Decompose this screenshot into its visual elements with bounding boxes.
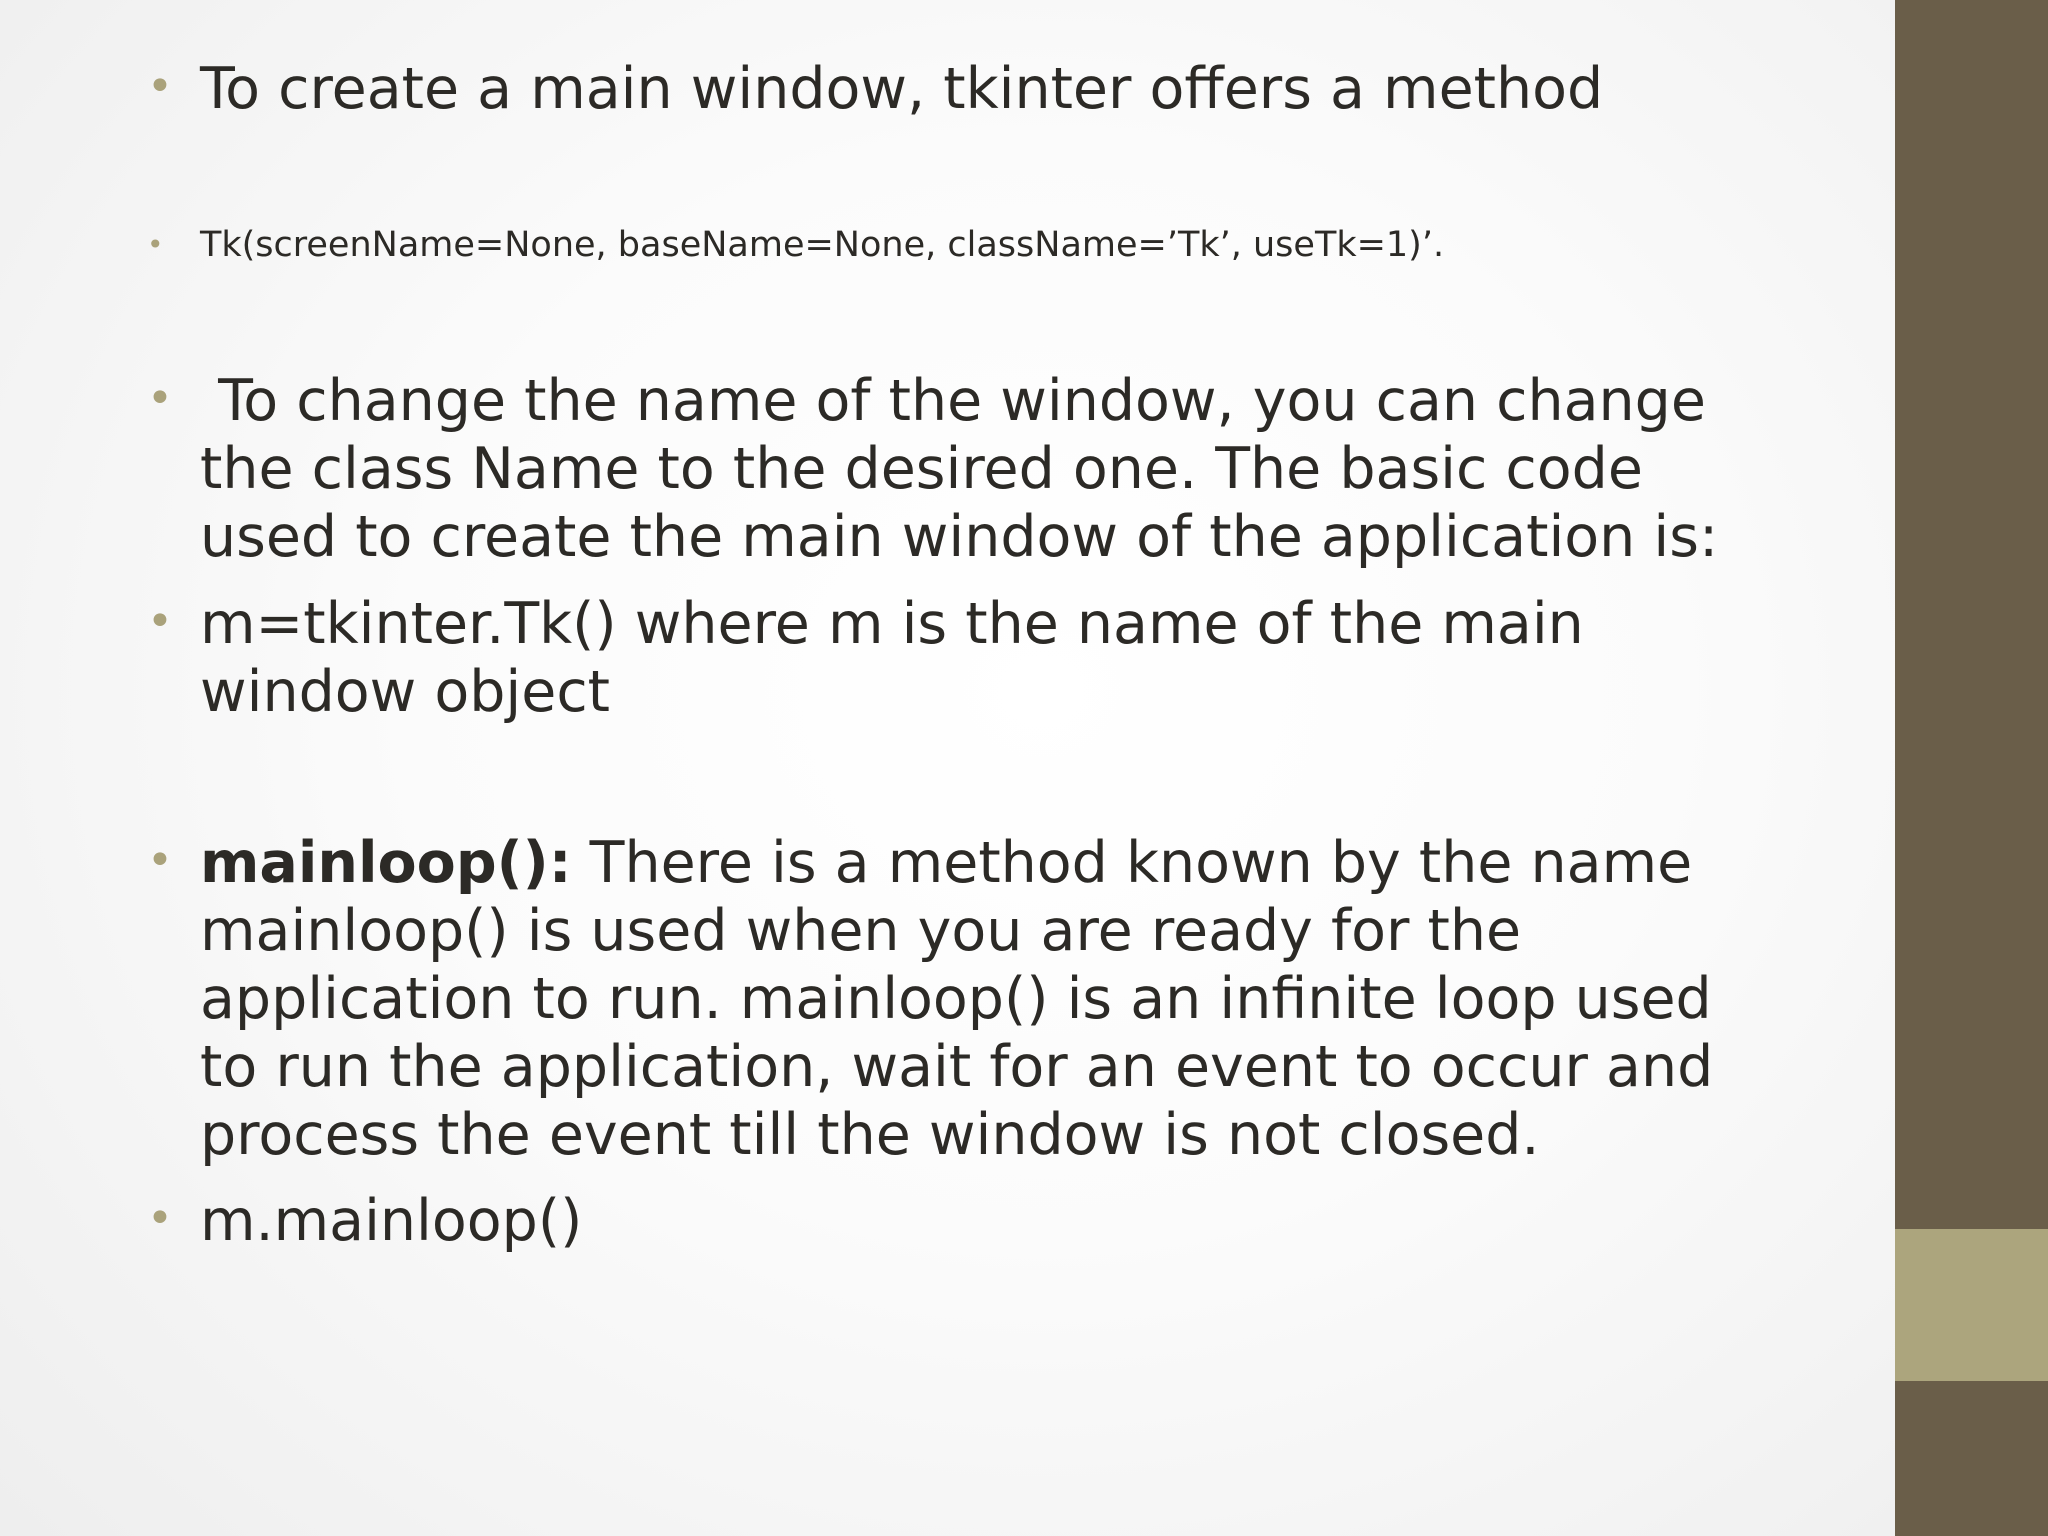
bullet-item-main-window-method: [147, 55, 1760, 123]
bullet-item-tk-instance: [147, 590, 1760, 726]
bullet-item-tk-signature: [147, 223, 1760, 267]
bullet-item-mainloop-call: [147, 1187, 1760, 1255]
bullet-text-line: to run the application, wait for an event to occur and: [200, 1034, 1714, 1100]
bullet-text-line: m=tkinter.Tk() where m is the name of the main: [200, 591, 1584, 657]
bullet-dot-icon: •: [147, 228, 164, 261]
bullet-dot-icon: •: [147, 835, 173, 886]
bullet-dot-icon: •: [147, 1193, 173, 1244]
bullet-text-line: To change the name of the window, you can change: [200, 368, 1706, 434]
bullet-text: Tk(screenName=None, baseName=None, className=’Tk’, useTk=1)’.: [200, 225, 1445, 265]
bullet-item-mainloop-description: [147, 829, 1760, 1169]
bullet-dot-icon: •: [147, 596, 173, 647]
bullet-text-line: mainloop() is used when you are ready for the: [200, 898, 1522, 964]
bullet-text: To create a main window, tkinter offers a method: [200, 56, 1604, 122]
bullet-text-line: window object: [200, 659, 611, 725]
bullet-bold-term: mainloop():: [200, 830, 572, 896]
bullet-text-line: process the event till the window is not closed.: [200, 1102, 1540, 1168]
bullet-text: m.mainloop(): [200, 1188, 583, 1254]
bullet-text-line: the class Name to the desired one. The basic code: [200, 436, 1643, 502]
bullet-text-fragment: There is a method known by the name: [571, 830, 1693, 896]
bullet-text-line: application to run. mainloop() is an infinite loop used: [200, 966, 1712, 1032]
sidebar-accent-block: [1895, 1229, 2048, 1381]
bullet-dot-icon: •: [147, 373, 173, 424]
bullet-dot-icon: •: [147, 61, 173, 112]
bullet-text-line: [200, 829, 1760, 897]
bullet-item-change-window-name: [147, 367, 1760, 571]
bullet-text-line: used to create the main window of the application is:: [200, 504, 1719, 570]
